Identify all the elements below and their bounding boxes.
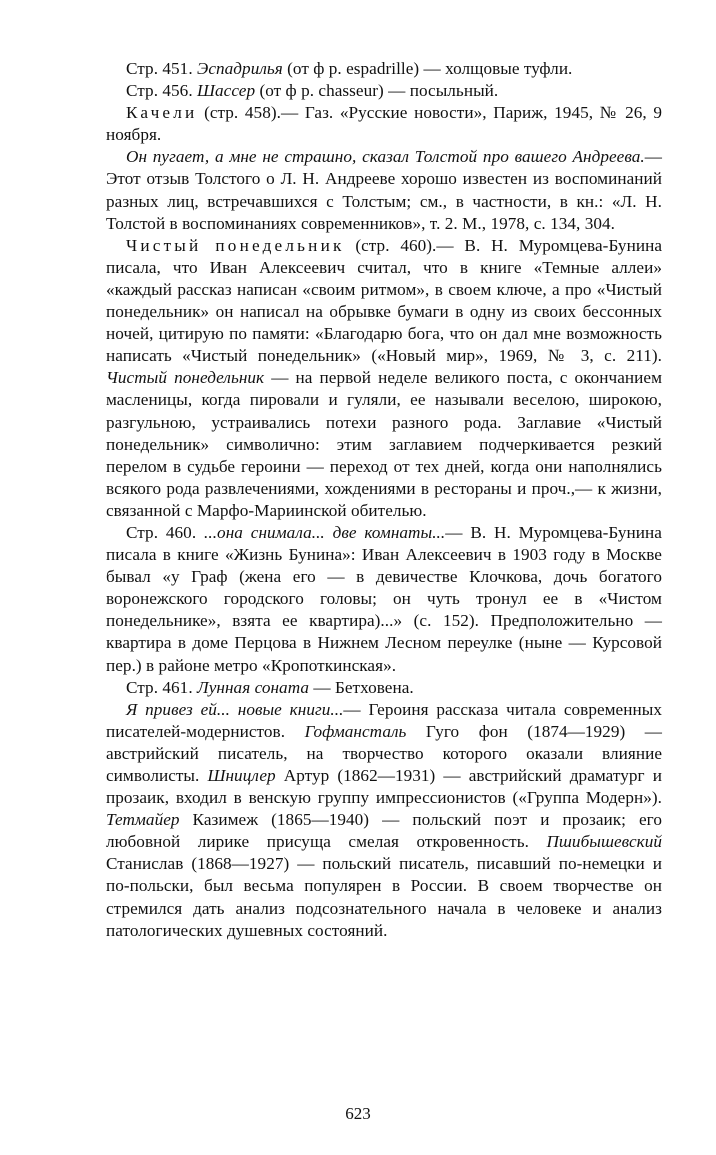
text-run: — В. Н. Муромцева-Бунина писала в книге «Жизнь Бунина»: Иван Алексеевич в 1903 году в Москве бывал «у Граф (жена его — в девичестве Клочкова, дочь богатого воронежского городского головы; он чуть тронул ее в «Чистом понедельнике», взята ее квартира)...» (с. 152). Предположительно — квартира в доме Перцова в Нижнем Лесном переулке (ныне — Курсовой пер.) в районе метро «Кропоткинская». bbox=[106, 522, 662, 675]
text-run: — Героиня рассказа читала современных писателей-модернистов. bbox=[106, 699, 662, 741]
text-run: — Бетховена. bbox=[309, 677, 414, 697]
paragraph bbox=[106, 146, 662, 234]
paragraph bbox=[106, 699, 662, 942]
text-run: — на первой неделе великого поста, с окончанием масленицы, когда пировали и гуляли, ее называли веселою, широкою, разгульною, устраивались потехи разного рода. Заглавие «Чистый понедельник» символично: этим заглавием подчеркивается резкий перелом в судьбе героини — переход от тех дней, когда они наполнялись всякого рода развлечениями, хождениями в рестораны и проч.,— к жизни, связанной с Марфо-Мариинской обителью. bbox=[106, 368, 663, 520]
spaced-title-run: Качели bbox=[126, 103, 198, 123]
text-run: — Этот отзыв Толстого о Л. Н. Андрееве хорошо известен из воспоминаний разных лиц, встречавшихся с Толстым; см., в частности, в кн.: «Л. Н. Толстой в воспоминаниях современников», т. 2. М., 1978, с. 134, 304. bbox=[106, 147, 662, 233]
italic-run: ...она снимала... две комнаты... bbox=[204, 522, 446, 542]
paragraph bbox=[106, 677, 662, 699]
italic-run: Гофмансталь bbox=[304, 721, 407, 741]
text-run: Казимеж (1865—1940) — польский поэт и прозаик; его любовной лирике присуща смелая откровенность. bbox=[106, 810, 662, 852]
italic-run: Лунная соната bbox=[197, 677, 310, 697]
paragraph bbox=[106, 235, 662, 522]
italic-run: Шассер bbox=[197, 81, 256, 101]
text-run: Гуго фон (1874—1929) — австрийский писатель, на творчество которого оказали влияние символисты. bbox=[106, 721, 662, 785]
paragraph bbox=[106, 80, 662, 102]
italic-run: Я привез ей... новые книги... bbox=[126, 699, 344, 719]
paragraph bbox=[106, 58, 662, 80]
spaced-title-run: Чистый понедельник bbox=[126, 235, 345, 255]
text-run: Стр. 456. bbox=[126, 81, 198, 101]
text-run: (стр. 460).— В. Н. Муромцева-Бунина писала, что Иван Алексеевич считал, что в книге «Темные аллеи» «каждый рассказ написан «своим ритмом», в своем ключе, а про «Чистый понедельник» он написал на обрывке бумаги в одну из своих бессонных ночей, цитирую по памяти: «Благодарю бога, что он дал мне возможность написать «Чистый понедельник» («Новый мир», 1969, № 3, с. 211). bbox=[106, 235, 663, 366]
italic-run: Чистый понедельник bbox=[106, 368, 265, 388]
text-run: Станислав (1868—1927) — польский писатель, писавший по-немецки и по-польски, был весьма популярен в России. В своем творчестве он стремился дать анализ подсознательного начала в человеке и анализ патологических душевных состояний. bbox=[106, 854, 662, 940]
text-run: Стр. 451. bbox=[126, 59, 198, 78]
text-run: Стр. 460. bbox=[126, 522, 205, 542]
text-run: (от ф р. chasseur) — посыльный. bbox=[255, 81, 499, 101]
text-run: Артур (1862—1931) — австрийский драматург и прозаик, входил в венскую группу импрессионистов («Группа Модерн»). bbox=[106, 766, 662, 808]
paragraph bbox=[106, 522, 662, 677]
italic-run: Шницлер bbox=[207, 766, 276, 785]
text-column bbox=[106, 58, 662, 942]
text-run: (стр. 458).— Газ. «Русские новости», Париж, 1945, № 26, 9 ноября. bbox=[106, 103, 662, 145]
page-number: 623 bbox=[345, 1104, 371, 1123]
italic-run: Тетмайер bbox=[106, 810, 180, 830]
italic-run: Эспадрилья bbox=[197, 59, 283, 78]
italic-run: Пшибышевский bbox=[546, 832, 662, 852]
text-run: (от ф р. espadrille) — холщовые туфли. bbox=[282, 59, 573, 78]
text-run: Стр. 461. bbox=[126, 677, 198, 697]
italic-run: Он пугает, а мне не страшно, сказал Толстой про вашего Андреева. bbox=[126, 147, 645, 167]
paragraph bbox=[106, 102, 662, 146]
